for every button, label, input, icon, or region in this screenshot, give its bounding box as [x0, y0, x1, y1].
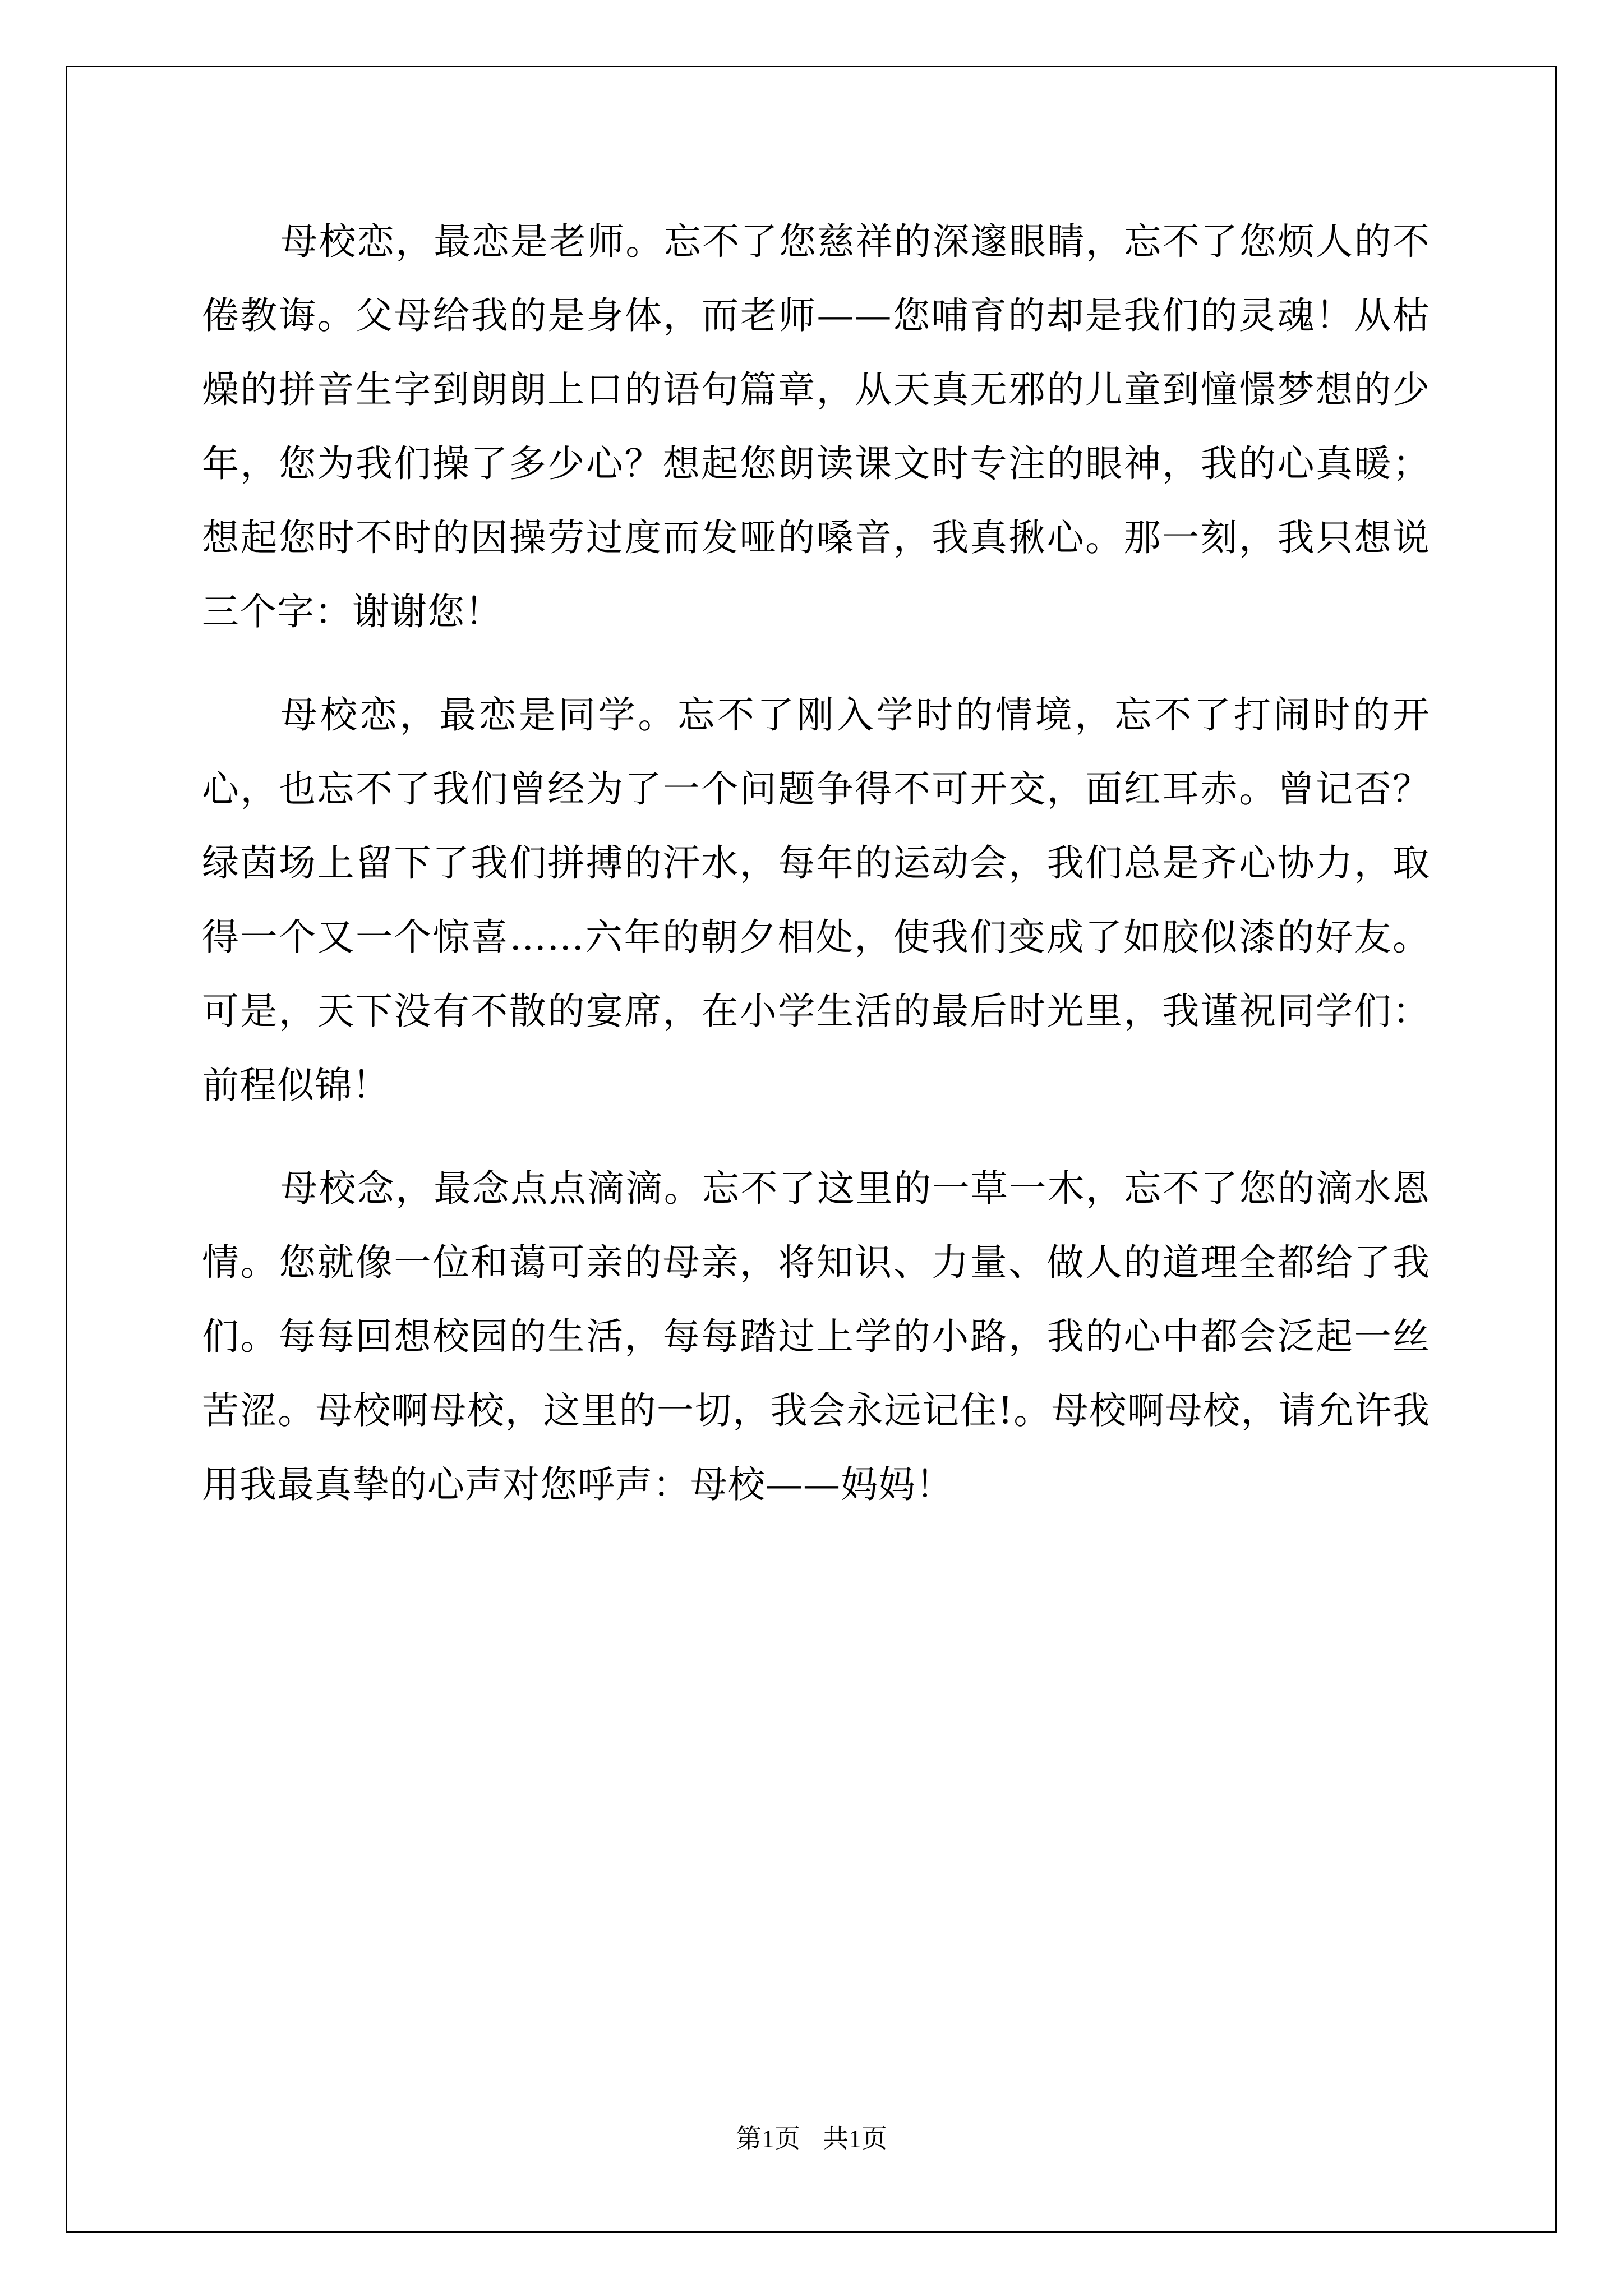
page-number-current: 第1页	[736, 2124, 800, 2153]
paragraph-teachers: 母校恋，最恋是老师。忘不了您慈祥的深邃眼睛，忘不了您烦人的不倦教诲。父母给我的是身体，而老师——您哺育的却是我们的灵魂！从枯燥的拼音生字到朗朗上口的语句篇章，从天真无邪的儿童到憧憬梦想的少年，您为我们操了多少心？想起您朗读课文时专注的眼神，我的心真暖；想起您时不时的因操劳过度而发哑的嗓音，我真揪心。那一刻，我只想说三个字：谢谢您！	[202, 220, 1430, 633]
page-footer	[0, 2122, 1623, 2156]
page-number-total: 共1页	[823, 2124, 887, 2153]
paragraph-school-memories: 母校念，最念点点滴滴。忘不了这里的一草一木，忘不了您的滴水恩情。您就像一位和蔼可亲的母亲，将知识、力量、做人的道理全都给了我们。每每回想校园的生活，每每踏过上学的小路，我的心中都会泛起一丝苦涩。母校啊母校，这里的一切，我会永远记住!。母校啊母校，请允许我用我最真挚的心声对您呼声：母校——妈妈！	[202, 1167, 1430, 1506]
paragraph-classmates: 母校恋，最恋是同学。忘不了刚入学时的情境，忘不了打闹时的开心，也忘不了我们曾经为了一个问题争得不可开交，面红耳赤。曾记否？绿茵场上留下了我们拼搏的汗水，每年的运动会，我们总是齐心协力，取得一个又一个惊喜……六年的朝夕相处，使我们变成了如胶似漆的好友。可是，天下没有不散的宴席，在小学生活的最后时光里，我谨祝同学们：前程似锦！	[202, 693, 1430, 1107]
document-body	[202, 205, 1430, 1522]
